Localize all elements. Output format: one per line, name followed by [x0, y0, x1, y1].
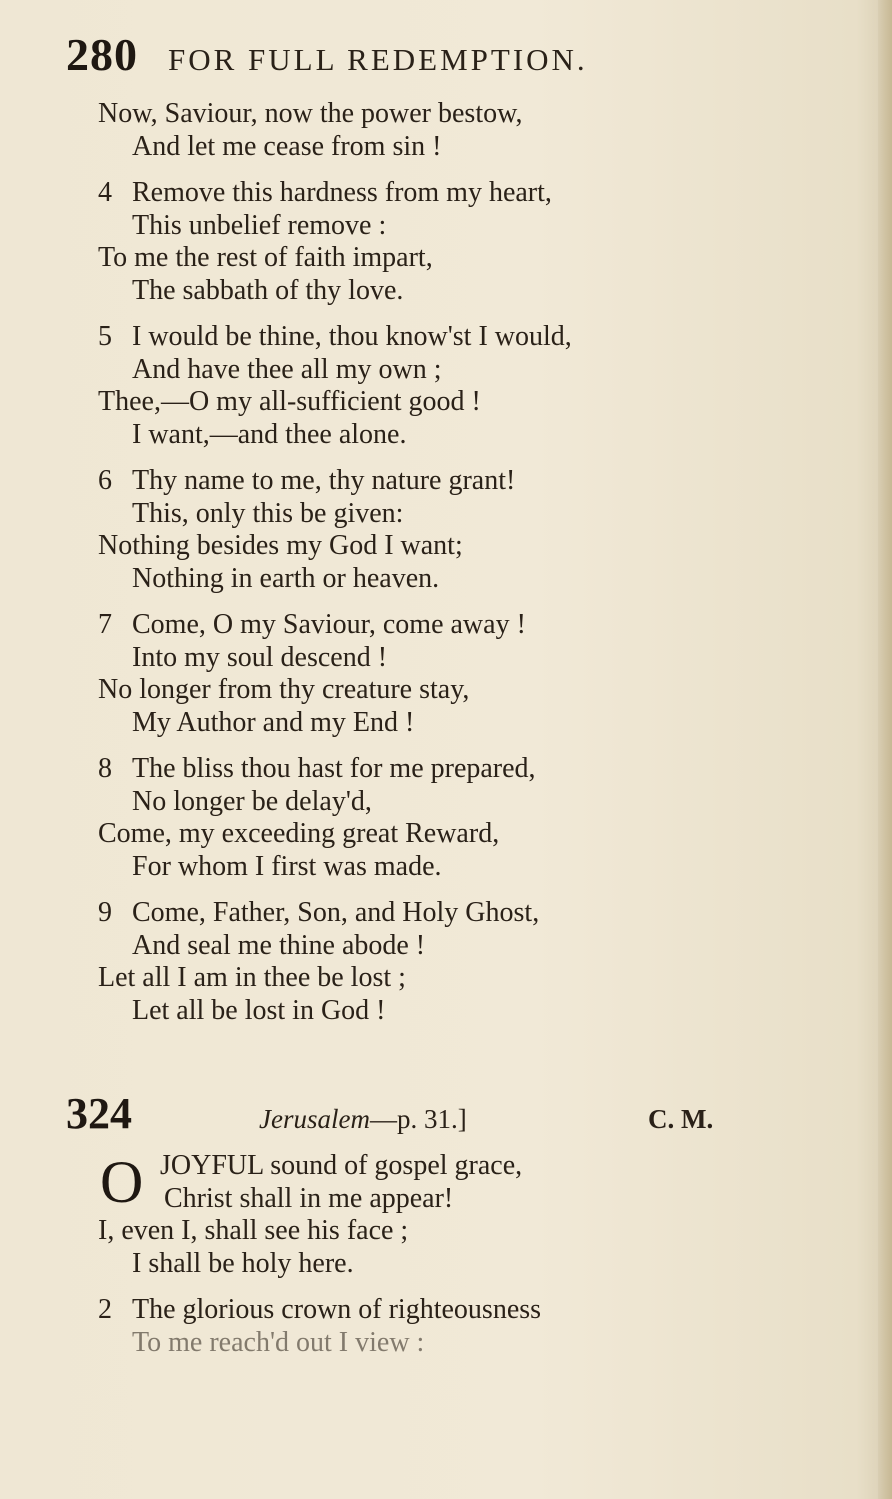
- tune-reference: [259, 1104, 467, 1135]
- verse-number: 8: [98, 753, 112, 784]
- verse-line: My Author and my End !: [132, 706, 415, 738]
- verse-line: I, even I, shall see his face ;: [98, 1215, 409, 1246]
- verse-line: And seal me thine abode !: [132, 929, 426, 961]
- verse-line: For whom I first was made.: [132, 850, 442, 882]
- verse-line: And let me cease from sin !: [132, 130, 442, 162]
- stanza: [98, 465, 778, 595]
- verse-line: No longer be delay'd,: [132, 785, 372, 817]
- stanza: [98, 609, 778, 739]
- verse-line: This unbelief remove :: [132, 209, 387, 241]
- page-header: [66, 28, 766, 88]
- verse-number: 7: [98, 609, 112, 640]
- stanza: [98, 98, 778, 163]
- verse-number: 5: [98, 321, 112, 352]
- verse-line: This, only this be given:: [132, 497, 404, 529]
- verse-line: To me the rest of faith impart,: [98, 242, 433, 273]
- page-edge: [878, 0, 892, 1499]
- meter: C. M.: [648, 1104, 714, 1134]
- verse-line: [98, 177, 778, 210]
- verse-line: And have thee all my own ;: [132, 353, 442, 385]
- opening-lines: [98, 1150, 778, 1215]
- verse-line-text: Come, O my Saviour, come away !: [132, 609, 526, 640]
- verse-line-text: Come, Father, Son, and Holy Ghost,: [132, 897, 540, 928]
- verse-line: [98, 1294, 778, 1327]
- verse-line: Thee,—O my all-sufficient good !: [98, 386, 481, 417]
- verse-line: Nothing in earth or heaven.: [132, 562, 440, 594]
- verse-line: Christ shall in me appear!: [164, 1183, 454, 1214]
- hymn-heading: [66, 1088, 746, 1144]
- verse-line-text: Remove this hardness from my heart,: [132, 177, 552, 208]
- verse-line: Into my soul descend !: [132, 641, 388, 673]
- verse-line: [98, 753, 778, 786]
- verse-line: JOYFUL sound of gospel grace,: [160, 1150, 523, 1181]
- page-number: 280: [66, 29, 138, 80]
- verse-line: Come, my exceeding great Reward,: [98, 818, 500, 849]
- verse-line: No longer from thy creature stay,: [98, 674, 470, 705]
- stanza: [98, 177, 778, 307]
- stanza: [98, 321, 778, 451]
- hymn-text: [98, 98, 778, 1041]
- verse-line-text: The bliss thou hast for me prepared,: [132, 753, 536, 784]
- drop-cap: O: [100, 1149, 144, 1215]
- verse-line: I want,—and thee alone.: [132, 418, 407, 450]
- verse-line: To me reach'd out I view :: [132, 1326, 425, 1358]
- verse-line: Let all I am in thee be lost ;: [98, 962, 406, 993]
- tune-page: —p. 31.]: [369, 1104, 467, 1134]
- verse-line: [98, 609, 778, 642]
- verse-number: 6: [98, 465, 112, 496]
- verse-line: Now, Saviour, now the power bestow,: [98, 98, 523, 129]
- verse-line-text: I would be thine, thou know'st I would,: [132, 321, 572, 352]
- verse-line: [98, 321, 778, 354]
- verse-line-text: Thy name to me, thy nature grant!: [132, 465, 516, 496]
- stanza: [98, 1215, 778, 1280]
- verse-line: [98, 465, 778, 498]
- verse-line: Let all be lost in God !: [132, 994, 386, 1026]
- stanza: [98, 753, 778, 883]
- verse-number: 2: [98, 1294, 112, 1325]
- tune-name: Jerusalem: [259, 1104, 370, 1134]
- running-title: FOR FULL REDEMPTION.: [168, 42, 588, 77]
- verse-line: [98, 897, 778, 930]
- verse-line: The sabbath of thy love.: [132, 274, 404, 306]
- verse-number: 4: [98, 177, 112, 208]
- hymn-number: 324: [66, 1089, 132, 1138]
- verse-number: 9: [98, 897, 112, 928]
- hymn-324-text: [98, 1150, 778, 1373]
- stanza: [98, 897, 778, 1027]
- verse-line: I shall be holy here.: [132, 1247, 354, 1279]
- verse-line-text: The glorious crown of righteousness: [132, 1294, 542, 1325]
- verse-line: Nothing besides my God I want;: [98, 530, 463, 561]
- stanza: [98, 1294, 778, 1359]
